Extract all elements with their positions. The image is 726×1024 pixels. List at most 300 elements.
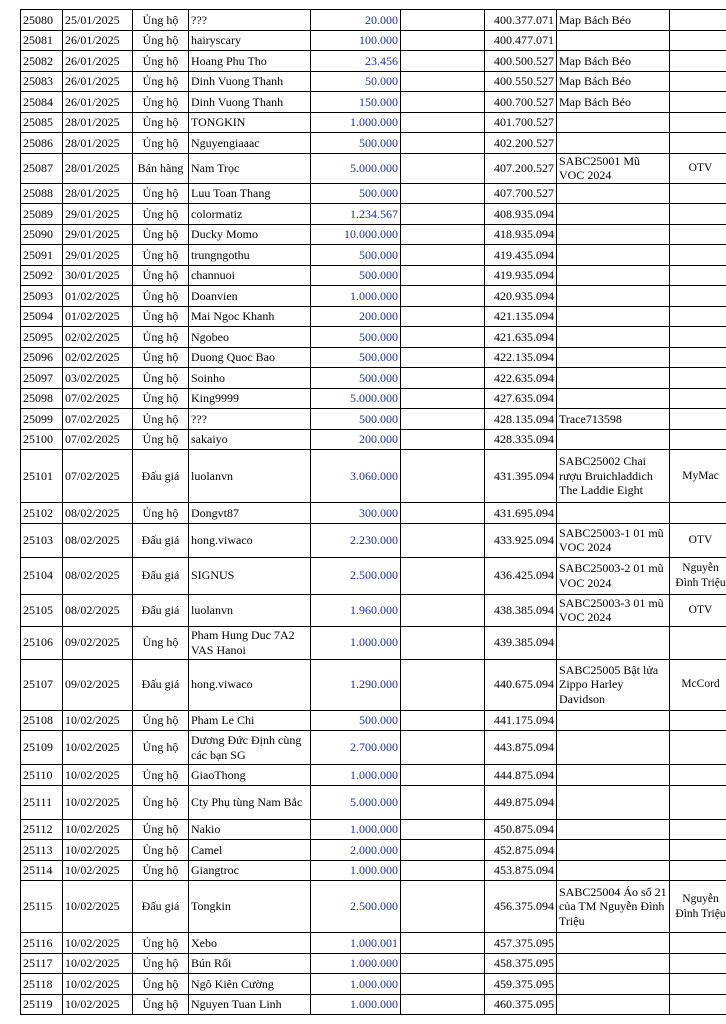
row-blank: [401, 306, 485, 327]
table-row: [21, 881, 726, 933]
row-type: Ủng hộ: [133, 860, 189, 881]
table-row: [21, 429, 726, 450]
row-date: 01/02/2025: [63, 306, 133, 327]
row-date: 10/02/2025: [63, 860, 133, 881]
row-note: SABC25003-2 01 mũ VOC 2024: [557, 557, 670, 594]
row-type: Ủng hộ: [133, 51, 189, 72]
row-amount: 1.000.001: [311, 933, 401, 954]
row-blank: [401, 327, 485, 348]
row-type: Ủng hộ: [133, 204, 189, 225]
table-row: [21, 785, 726, 819]
ledger-body: [21, 10, 726, 1015]
row-balance: 400.700.527: [485, 92, 557, 113]
row-id: 25100: [21, 429, 63, 450]
row-date: 10/02/2025: [63, 819, 133, 840]
table-row: [21, 626, 726, 659]
row-date: 30/01/2025: [63, 265, 133, 286]
row-receiver: [670, 626, 726, 659]
row-id: 25090: [21, 224, 63, 245]
row-receiver: [670, 306, 726, 327]
row-receiver: [670, 785, 726, 819]
table-row: [21, 594, 726, 626]
row-type: Ủng hộ: [133, 245, 189, 266]
row-balance: 421.135.094: [485, 306, 557, 327]
row-name: SIGNUS: [189, 557, 311, 594]
row-receiver: [670, 71, 726, 92]
row-blank: [401, 265, 485, 286]
row-id: 25086: [21, 133, 63, 154]
row-amount: 1.000.000: [311, 860, 401, 881]
row-amount: 500.000: [311, 368, 401, 389]
row-amount: 5.000.000: [311, 388, 401, 409]
row-id: 25080: [21, 10, 63, 31]
table-row: [21, 557, 726, 594]
row-date: 08/02/2025: [63, 557, 133, 594]
row-date: 10/02/2025: [63, 840, 133, 861]
row-receiver: OTV: [670, 153, 726, 183]
row-amount: 2.500.000: [311, 881, 401, 933]
row-id: 25101: [21, 450, 63, 503]
row-receiver: [670, 994, 726, 1015]
row-id: 25099: [21, 409, 63, 430]
row-name: King9999: [189, 388, 311, 409]
row-blank: [401, 112, 485, 133]
row-name: hairyscary: [189, 30, 311, 51]
row-id: 25116: [21, 933, 63, 954]
table-row: [21, 347, 726, 368]
row-amount: 1.000.000: [311, 819, 401, 840]
row-amount: 500.000: [311, 327, 401, 348]
row-blank: [401, 523, 485, 557]
row-receiver: Nguyễn Đình Triệu: [670, 881, 726, 933]
row-blank: [401, 71, 485, 92]
row-amount: 1.000.000: [311, 626, 401, 659]
row-date: 03/02/2025: [63, 368, 133, 389]
row-balance: 418.935.094: [485, 224, 557, 245]
row-balance: 438.385.094: [485, 594, 557, 626]
row-amount: 150.000: [311, 92, 401, 113]
row-balance: 460.375.095: [485, 994, 557, 1015]
row-type: Ủng hộ: [133, 819, 189, 840]
row-name: TONGKIN: [189, 112, 311, 133]
row-blank: [401, 626, 485, 659]
row-date: 07/02/2025: [63, 429, 133, 450]
row-blank: [401, 388, 485, 409]
row-type: Đấu giá: [133, 881, 189, 933]
row-receiver: [670, 92, 726, 113]
row-type: Ủng hộ: [133, 840, 189, 861]
row-receiver: OTV: [670, 594, 726, 626]
row-balance: 407.700.527: [485, 183, 557, 204]
row-blank: [401, 429, 485, 450]
table-row: [21, 933, 726, 954]
row-note: [557, 731, 670, 765]
row-amount: 2.500.000: [311, 557, 401, 594]
row-note: [557, 224, 670, 245]
row-blank: [401, 503, 485, 524]
row-receiver: [670, 10, 726, 31]
row-note: SABC25003-1 01 mũ VOC 2024: [557, 523, 670, 557]
row-blank: [401, 286, 485, 307]
row-receiver: [670, 204, 726, 225]
row-note: [557, 265, 670, 286]
row-note: [557, 503, 670, 524]
row-date: 10/02/2025: [63, 785, 133, 819]
table-row: [21, 265, 726, 286]
row-balance: 457.375.095: [485, 933, 557, 954]
row-blank: [401, 594, 485, 626]
row-name: Tongkin: [189, 881, 311, 933]
row-id: 25096: [21, 347, 63, 368]
row-type: Đấu giá: [133, 594, 189, 626]
table-row: [21, 388, 726, 409]
row-note: [557, 245, 670, 266]
row-blank: [401, 881, 485, 933]
table-row: [21, 765, 726, 786]
row-type: Ủng hộ: [133, 785, 189, 819]
row-date: 10/02/2025: [63, 994, 133, 1015]
row-blank: [401, 92, 485, 113]
table-row: [21, 30, 726, 51]
row-id: 25088: [21, 183, 63, 204]
table-row: [21, 245, 726, 266]
row-amount: 500.000: [311, 265, 401, 286]
row-amount: 500.000: [311, 183, 401, 204]
row-note: SABC25001 Mũ VOC 2024: [557, 153, 670, 183]
ledger-table: [20, 9, 726, 1015]
row-receiver: Nguyễn Đình Triệu: [670, 557, 726, 594]
row-balance: 444.875.094: [485, 765, 557, 786]
row-balance: 419.435.094: [485, 245, 557, 266]
table-row: [21, 306, 726, 327]
row-balance: 428.135.094: [485, 409, 557, 430]
row-note: [557, 388, 670, 409]
row-blank: [401, 245, 485, 266]
row-receiver: [670, 953, 726, 974]
row-note: [557, 785, 670, 819]
row-balance: 459.375.095: [485, 974, 557, 995]
row-type: Ủng hộ: [133, 409, 189, 430]
row-date: 08/02/2025: [63, 594, 133, 626]
row-id: 25118: [21, 974, 63, 995]
row-amount: 20.000: [311, 10, 401, 31]
row-amount: 5.000.000: [311, 785, 401, 819]
row-date: 10/02/2025: [63, 731, 133, 765]
row-receiver: [670, 388, 726, 409]
table-row: [21, 224, 726, 245]
row-balance: 400.550.527: [485, 71, 557, 92]
row-note: [557, 133, 670, 154]
row-id: 25112: [21, 819, 63, 840]
row-balance: 402.200.527: [485, 133, 557, 154]
row-date: 02/02/2025: [63, 327, 133, 348]
row-date: 25/01/2025: [63, 10, 133, 31]
row-note: Map Bách Béo: [557, 92, 670, 113]
row-id: 25084: [21, 92, 63, 113]
row-type: Ủng hộ: [133, 183, 189, 204]
row-name: channuoi: [189, 265, 311, 286]
row-name: ???: [189, 10, 311, 31]
row-blank: [401, 819, 485, 840]
row-balance: 433.925.094: [485, 523, 557, 557]
row-receiver: [670, 765, 726, 786]
row-type: Ủng hộ: [133, 933, 189, 954]
row-note: [557, 183, 670, 204]
row-receiver: [670, 265, 726, 286]
row-date: 01/02/2025: [63, 286, 133, 307]
row-receiver: [670, 974, 726, 995]
row-note: Trace713598: [557, 409, 670, 430]
row-note: [557, 306, 670, 327]
row-balance: 408.935.094: [485, 204, 557, 225]
row-note: [557, 30, 670, 51]
row-date: 29/01/2025: [63, 204, 133, 225]
row-name: Ngobeo: [189, 327, 311, 348]
row-receiver: [670, 710, 726, 731]
row-id: 25087: [21, 153, 63, 183]
row-id: 25089: [21, 204, 63, 225]
row-type: Ủng hộ: [133, 347, 189, 368]
row-receiver: McCord: [670, 659, 726, 710]
row-type: Đấu giá: [133, 659, 189, 710]
row-name: Dinh Vuong Thanh: [189, 92, 311, 113]
row-name: Hoang Phu Tho: [189, 51, 311, 72]
row-name: Dinh Vuong Thanh: [189, 71, 311, 92]
table-row: [21, 710, 726, 731]
row-id: 25093: [21, 286, 63, 307]
row-blank: [401, 710, 485, 731]
row-amount: 10.000.000: [311, 224, 401, 245]
row-name: colormatiz: [189, 204, 311, 225]
row-note: SABC25005 Bật lửa Zippo Harley Davidson: [557, 659, 670, 710]
table-row: [21, 71, 726, 92]
row-id: 25119: [21, 994, 63, 1015]
row-note: [557, 860, 670, 881]
row-blank: [401, 785, 485, 819]
row-type: Ủng hộ: [133, 974, 189, 995]
row-id: 25117: [21, 953, 63, 974]
row-note: SABC25002 Chai rượu Bruichladdich The Laddie Eight: [557, 450, 670, 503]
row-note: SABC25004 Áo số 21 của TM Nguyễn Đình Triệu: [557, 881, 670, 933]
row-date: 08/02/2025: [63, 523, 133, 557]
row-name: Ducky Momo: [189, 224, 311, 245]
row-type: Ủng hộ: [133, 112, 189, 133]
row-receiver: [670, 840, 726, 861]
row-id: 25098: [21, 388, 63, 409]
row-receiver: MyMac: [670, 450, 726, 503]
row-id: 25085: [21, 112, 63, 133]
row-note: [557, 819, 670, 840]
row-type: Ủng hộ: [133, 71, 189, 92]
table-row: [21, 450, 726, 503]
row-blank: [401, 204, 485, 225]
row-blank: [401, 133, 485, 154]
row-balance: 449.875.094: [485, 785, 557, 819]
row-name: Nam Trọc: [189, 153, 311, 183]
table-row: [21, 860, 726, 881]
row-balance: 439.385.094: [485, 626, 557, 659]
row-id: 25105: [21, 594, 63, 626]
table-row: [21, 840, 726, 861]
row-date: 29/01/2025: [63, 245, 133, 266]
row-note: [557, 710, 670, 731]
row-name: GiaoThong: [189, 765, 311, 786]
row-amount: 500.000: [311, 409, 401, 430]
row-id: 25107: [21, 659, 63, 710]
row-type: Bán hàng: [133, 153, 189, 183]
row-blank: [401, 953, 485, 974]
row-type: Ủng hộ: [133, 429, 189, 450]
row-receiver: [670, 245, 726, 266]
row-name: Xebo: [189, 933, 311, 954]
row-date: 10/02/2025: [63, 933, 133, 954]
row-blank: [401, 840, 485, 861]
row-balance: 421.635.094: [485, 327, 557, 348]
row-name: Doanvien: [189, 286, 311, 307]
row-type: Ủng hộ: [133, 388, 189, 409]
row-date: 28/01/2025: [63, 153, 133, 183]
row-name: Pham Le Chi: [189, 710, 311, 731]
row-name: Nguyengiaaac: [189, 133, 311, 154]
row-blank: [401, 10, 485, 31]
row-amount: 300.000: [311, 503, 401, 524]
table-row: [21, 659, 726, 710]
row-name: Cty Phụ tùng Nam Bắc: [189, 785, 311, 819]
row-amount: 1.000.000: [311, 974, 401, 995]
row-name: Soinho: [189, 368, 311, 389]
row-note: [557, 994, 670, 1015]
table-row: [21, 953, 726, 974]
row-blank: [401, 731, 485, 765]
row-balance: 400.500.527: [485, 51, 557, 72]
row-note: [557, 327, 670, 348]
row-blank: [401, 450, 485, 503]
row-name: trungngothu: [189, 245, 311, 266]
row-name: Ngô Kiên Cường: [189, 974, 311, 995]
row-receiver: [670, 51, 726, 72]
row-id: 25102: [21, 503, 63, 524]
table-row: [21, 92, 726, 113]
row-balance: 431.395.094: [485, 450, 557, 503]
row-type: Đấu giá: [133, 450, 189, 503]
table-row: [21, 112, 726, 133]
row-receiver: [670, 409, 726, 430]
row-receiver: [670, 503, 726, 524]
row-type: Ủng hộ: [133, 92, 189, 113]
table-row: [21, 133, 726, 154]
row-date: 10/02/2025: [63, 710, 133, 731]
row-name: hong.viwaco: [189, 523, 311, 557]
row-date: 09/02/2025: [63, 659, 133, 710]
row-balance: 420.935.094: [485, 286, 557, 307]
row-date: 26/01/2025: [63, 30, 133, 51]
row-amount: 2.000.000: [311, 840, 401, 861]
row-name: Pham Hung Duc 7A2 VAS Hanoi: [189, 626, 311, 659]
row-amount: 5.000.000: [311, 153, 401, 183]
row-amount: 200.000: [311, 429, 401, 450]
row-id: 25109: [21, 731, 63, 765]
row-name: Dongvt87: [189, 503, 311, 524]
row-receiver: OTV: [670, 523, 726, 557]
row-type: Ủng hộ: [133, 731, 189, 765]
row-date: 08/02/2025: [63, 503, 133, 524]
row-note: [557, 840, 670, 861]
row-name: Bún Rối: [189, 953, 311, 974]
row-amount: 50.000: [311, 71, 401, 92]
row-type: Ủng hộ: [133, 327, 189, 348]
row-id: 25097: [21, 368, 63, 389]
row-balance: 431.695.094: [485, 503, 557, 524]
row-date: 29/01/2025: [63, 224, 133, 245]
row-note: [557, 429, 670, 450]
row-balance: 458.375.095: [485, 953, 557, 974]
row-receiver: [670, 112, 726, 133]
row-amount: 1.000.000: [311, 286, 401, 307]
row-id: 25103: [21, 523, 63, 557]
row-type: Ủng hộ: [133, 30, 189, 51]
row-type: Ủng hộ: [133, 306, 189, 327]
row-note: SABC25003-3 01 mũ VOC 2024: [557, 594, 670, 626]
row-balance: 441.175.094: [485, 710, 557, 731]
row-balance: 452.875.094: [485, 840, 557, 861]
row-blank: [401, 974, 485, 995]
row-name: Luu Toan Thang: [189, 183, 311, 204]
row-balance: 428.335.094: [485, 429, 557, 450]
row-name: Duong Quoc Bao: [189, 347, 311, 368]
row-receiver: [670, 327, 726, 348]
table-row: [21, 153, 726, 183]
row-amount: 1.000.000: [311, 953, 401, 974]
row-type: Ủng hộ: [133, 368, 189, 389]
row-note: [557, 204, 670, 225]
row-receiver: [670, 429, 726, 450]
row-receiver: [670, 183, 726, 204]
row-balance: 400.377.071: [485, 10, 557, 31]
row-date: 10/02/2025: [63, 881, 133, 933]
row-amount: 2.230.000: [311, 523, 401, 557]
row-amount: 500.000: [311, 245, 401, 266]
row-note: [557, 974, 670, 995]
row-name: Camel: [189, 840, 311, 861]
row-receiver: [670, 347, 726, 368]
row-note: [557, 112, 670, 133]
row-blank: [401, 860, 485, 881]
row-date: 10/02/2025: [63, 974, 133, 995]
row-balance: 400.477.071: [485, 30, 557, 51]
row-date: 07/02/2025: [63, 388, 133, 409]
row-blank: [401, 765, 485, 786]
row-id: 25110: [21, 765, 63, 786]
row-date: 07/02/2025: [63, 450, 133, 503]
row-type: Đấu giá: [133, 557, 189, 594]
row-blank: [401, 51, 485, 72]
row-id: 25111: [21, 785, 63, 819]
table-row: [21, 523, 726, 557]
row-amount: 1.960.000: [311, 594, 401, 626]
row-date: 09/02/2025: [63, 626, 133, 659]
table-row: [21, 10, 726, 31]
table-row: [21, 819, 726, 840]
row-date: 10/02/2025: [63, 765, 133, 786]
row-note: [557, 347, 670, 368]
row-id: 25082: [21, 51, 63, 72]
row-blank: [401, 933, 485, 954]
row-id: 25083: [21, 71, 63, 92]
row-note: [557, 765, 670, 786]
row-balance: 440.675.094: [485, 659, 557, 710]
row-note: [557, 286, 670, 307]
row-receiver: [670, 933, 726, 954]
